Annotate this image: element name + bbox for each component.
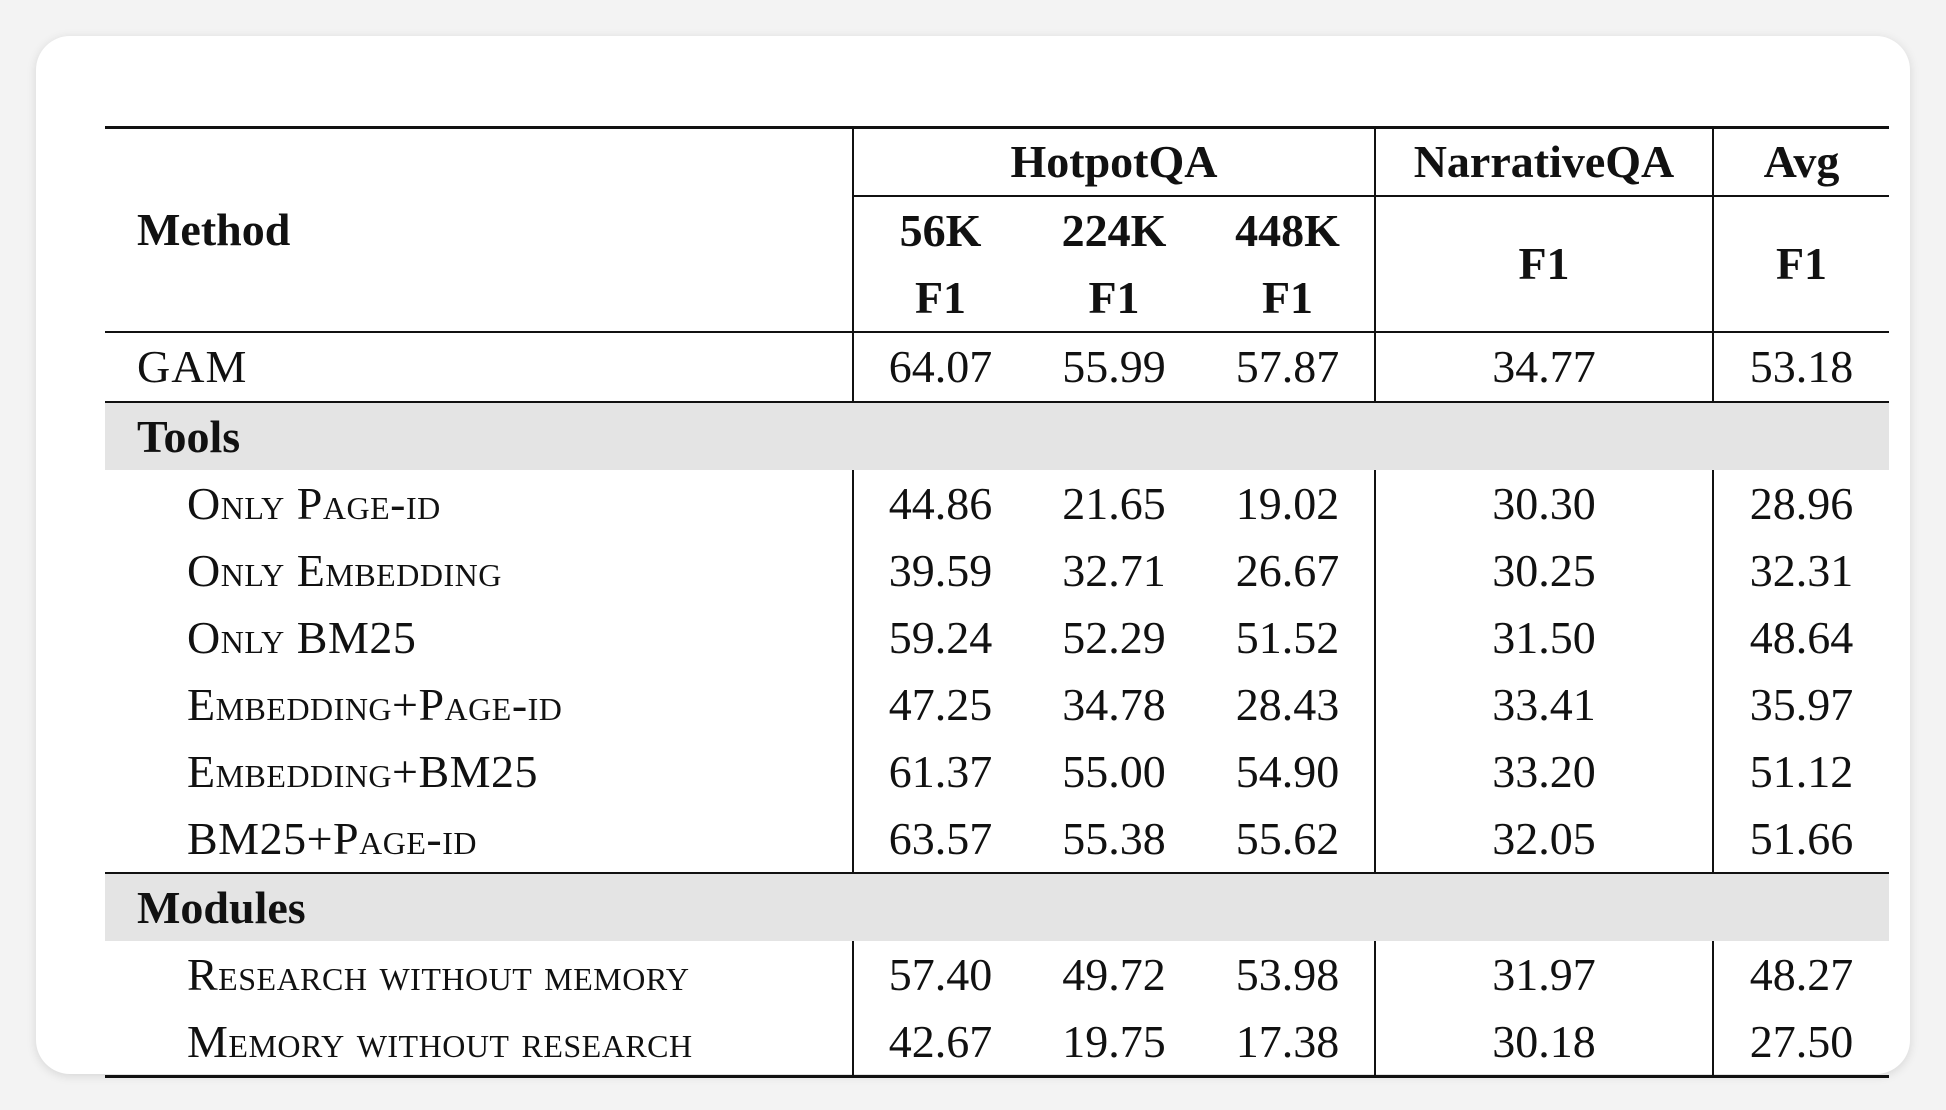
row-name: Only Page-id [105, 470, 853, 537]
cell-value: 57.87 [1201, 332, 1375, 402]
cell-value: 61.37 [888, 745, 993, 797]
hotpotqa-56k-header: 56K [899, 205, 982, 256]
cell-value: 42.67 [853, 1008, 1027, 1077]
cell-value: 34.78 [1062, 678, 1166, 730]
avg-f1-header: F1 [1775, 238, 1828, 289]
table-card [36, 36, 1910, 1074]
table-row [105, 941, 1889, 1008]
cell-value: 31.97 [1375, 941, 1713, 1008]
row-name: Research without memory [105, 941, 853, 1008]
cell-value: 55.00 [1062, 745, 1166, 797]
row-name: Only Embedding [105, 537, 853, 604]
section-title: Tools [105, 402, 1889, 470]
cell-value: 32.71 [1062, 544, 1166, 596]
cell-value: 39.59 [888, 544, 993, 596]
hotpotqa-224k-f1-header: F1 [1088, 272, 1140, 323]
table-row [105, 604, 1889, 671]
table-row-gam [105, 332, 1889, 402]
header-row-groups [105, 128, 1889, 197]
hotpotqa-header: HotpotQA [853, 128, 1375, 197]
section-header-modules [105, 873, 1889, 941]
table-row [105, 470, 1889, 537]
table-row [105, 1008, 1889, 1077]
cell-value: 48.64 [1749, 611, 1854, 663]
hotpotqa-448k-header: 448K [1201, 196, 1375, 265]
cell-value: 55.62 [1201, 805, 1375, 873]
section-title: Modules [105, 873, 1889, 941]
row-name: Only BM25 [105, 604, 853, 671]
cell-value: 32.05 [1375, 805, 1713, 873]
avg-header: Avg [1713, 128, 1889, 197]
narrativeqa-f1-header: F1 [1375, 196, 1713, 332]
cell-value: 53.98 [1201, 941, 1375, 1008]
results-table [105, 126, 1889, 1078]
table-row [105, 671, 1889, 738]
row-name: GAM [105, 332, 853, 402]
cell-value: 44.86 [888, 477, 993, 529]
cell-value: 57.40 [888, 948, 993, 1000]
cell-value: 26.67 [1201, 537, 1375, 604]
table-row [105, 805, 1889, 873]
cell-value: 30.25 [1375, 537, 1713, 604]
table-row [105, 738, 1889, 805]
narrativeqa-header: NarrativeQA [1375, 128, 1713, 197]
cell-value: 53.18 [1713, 332, 1889, 402]
cell-value: 28.96 [1749, 477, 1854, 529]
section-header-tools [105, 402, 1889, 470]
cell-value: 17.38 [1201, 1008, 1375, 1077]
cell-value: 27.50 [1713, 1008, 1889, 1077]
cell-value: 55.99 [1027, 332, 1201, 402]
cell-value: 51.52 [1201, 604, 1375, 671]
cell-value: 63.57 [888, 812, 993, 864]
table-row [105, 537, 1889, 604]
method-header: Method [105, 128, 853, 333]
cell-value: 30.30 [1375, 470, 1713, 537]
cell-value: 19.75 [1027, 1008, 1201, 1077]
cell-value: 54.90 [1201, 738, 1375, 805]
cell-value: 31.50 [1375, 604, 1713, 671]
row-name: Memory without research [105, 1008, 853, 1077]
hotpotqa-56k-f1-header: F1 [914, 272, 967, 323]
row-name: Embedding+BM25 [105, 738, 853, 805]
cell-value: 55.38 [1062, 812, 1166, 864]
cell-value: 47.25 [888, 678, 993, 730]
cell-value: 52.29 [1062, 611, 1166, 663]
cell-value: 35.97 [1749, 678, 1854, 730]
cell-value: 51.12 [1749, 745, 1854, 797]
cell-value: 33.41 [1375, 671, 1713, 738]
hotpotqa-224k-header: 224K [1061, 205, 1167, 256]
cell-value: 49.72 [1062, 948, 1166, 1000]
cell-value: 34.77 [1375, 332, 1713, 402]
cell-value: 48.27 [1749, 948, 1854, 1000]
cell-value: 19.02 [1201, 470, 1375, 537]
cell-value: 21.65 [1062, 477, 1166, 529]
cell-value: 59.24 [888, 611, 993, 663]
cell-value: 28.43 [1201, 671, 1375, 738]
cell-value: 33.20 [1375, 738, 1713, 805]
hotpotqa-448k-f1-header: F1 [1201, 265, 1375, 332]
cell-value: 51.66 [1749, 812, 1854, 864]
row-name: Embedding+Page-id [105, 671, 853, 738]
row-name: BM25+Page-id [105, 805, 853, 873]
cell-value: 64.07 [853, 332, 1027, 402]
cell-value: 30.18 [1375, 1008, 1713, 1077]
cell-value: 32.31 [1749, 544, 1854, 596]
